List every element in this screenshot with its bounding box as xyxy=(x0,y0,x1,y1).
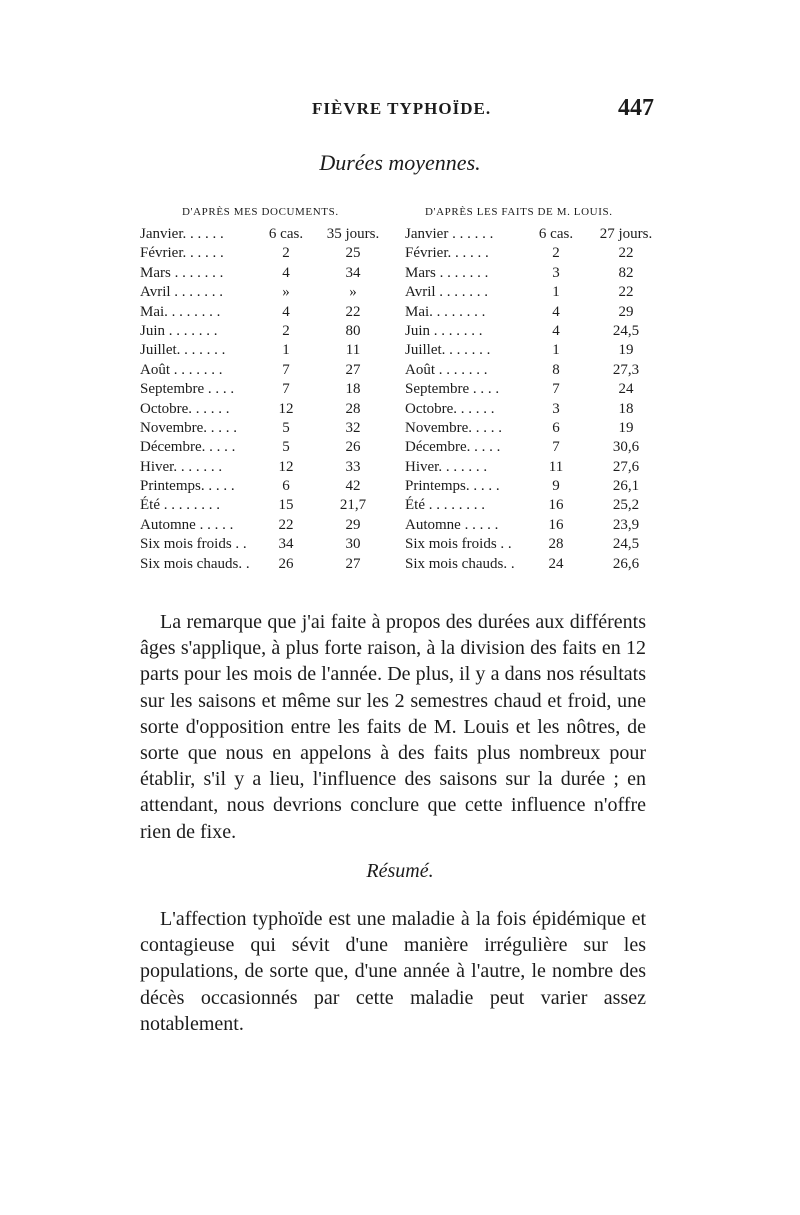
row-days: 80 xyxy=(345,322,361,339)
table-row xyxy=(405,341,645,360)
table-row xyxy=(140,555,380,574)
row-cases: 9 xyxy=(552,478,560,495)
row-cases: 16 xyxy=(548,516,564,533)
row-cases: 1 xyxy=(552,284,560,301)
row-cases: 5 xyxy=(282,439,290,456)
row-days: 27,3 xyxy=(612,361,640,378)
row-days: 22 xyxy=(345,303,361,320)
section-title: Durées moyennes. xyxy=(319,150,481,175)
body-paragraph: La remarque que j'ai faite à propos des durées aux différents âges s'applique, à plus forte raison, à la division des faits en 12 parts pour les mois de l'année. De plus, il y a dans nos résultats sur les saisons et même sur les 2 semestres chaud et froid, une sorte d'opposition entre les faits de M. Louis et les nôtres, de sorte que nous en appelons à des faits plus nombreux pour établir, s'il y a lieu, l'influence des saisons sur la durée ; en attendant, nous devrions conclure que cette influence n'offre rien de fixe. xyxy=(140,611,646,843)
row-label: Octobre. . . . . . xyxy=(140,400,230,417)
table-row xyxy=(140,244,380,263)
row-label: Août . . . . . . . xyxy=(405,361,488,378)
row-cases: 2 xyxy=(552,245,560,262)
row-label: Septembre . . . . xyxy=(405,381,500,398)
row-label: Printemps. . . . . xyxy=(405,478,500,495)
row-days: 33 xyxy=(345,458,361,475)
row-cases: 4 xyxy=(282,303,290,320)
row-label: Juillet. . . . . . . xyxy=(140,342,226,359)
row-days: 23,9 xyxy=(612,516,640,533)
row-cases: 16 xyxy=(548,497,564,514)
table-row xyxy=(405,303,645,322)
row-cases: 22 xyxy=(278,516,294,533)
row-days: 22 xyxy=(618,284,634,301)
row-days: 27 xyxy=(345,555,361,572)
table-row xyxy=(140,303,380,322)
resume-heading: Résumé. xyxy=(366,860,434,882)
row-cases: 11 xyxy=(548,458,564,475)
row-days: 28 xyxy=(345,400,361,417)
table-right-heading: D'APRÈS LES FAITS DE M. LOUIS. xyxy=(425,206,613,218)
row-label: Six mois froids . . xyxy=(140,536,247,553)
row-days: 27 jours. xyxy=(599,226,653,242)
row-label: Juin . . . . . . . xyxy=(405,322,483,339)
row-days: 27,6 xyxy=(612,458,640,475)
table-row xyxy=(405,458,645,477)
row-cases: 12 xyxy=(278,458,294,475)
row-label: Janvier. . . . . . xyxy=(140,226,224,242)
row-days: 22 xyxy=(618,245,634,262)
row-cases: 7 xyxy=(282,381,290,398)
row-cases: 8 xyxy=(552,361,560,378)
table-row xyxy=(140,458,380,477)
table-row xyxy=(405,516,645,535)
table-row xyxy=(405,477,645,496)
page-number: 447 xyxy=(618,95,654,121)
row-days: 18 xyxy=(345,381,361,398)
row-label: Janvier . . . . . . xyxy=(405,226,494,242)
table-row xyxy=(140,477,380,496)
row-label: Août . . . . . . . xyxy=(140,361,223,378)
table-row xyxy=(140,361,380,380)
row-label: Septembre . . . . xyxy=(140,381,235,398)
row-days: 30,6 xyxy=(612,439,640,456)
table-right xyxy=(405,225,653,574)
table-row xyxy=(405,244,645,263)
table-row xyxy=(405,380,645,399)
table-row xyxy=(405,264,645,283)
row-days: 19 xyxy=(618,342,634,359)
row-cases: 2 xyxy=(282,245,290,262)
row-days: 19 xyxy=(618,419,634,436)
row-cases: 1 xyxy=(282,342,290,359)
row-label: Automne . . . . . xyxy=(405,516,499,533)
row-label: Mars . . . . . . . xyxy=(140,264,224,281)
row-days: 34 xyxy=(345,264,361,281)
row-cases: 26 xyxy=(278,555,294,572)
row-cases: 5 xyxy=(282,419,290,436)
row-label: Hiver. . . . . . . xyxy=(405,458,488,475)
row-days: 42 xyxy=(345,478,361,495)
table-row xyxy=(405,400,645,419)
row-cases: 6 cas. xyxy=(268,226,304,242)
row-label: Octobre. . . . . . xyxy=(405,400,495,417)
table-row xyxy=(140,322,380,341)
table-row xyxy=(405,555,645,574)
row-label: Automne . . . . . xyxy=(140,516,234,533)
row-cases: 24 xyxy=(548,555,564,572)
row-label: Mars . . . . . . . xyxy=(405,264,489,281)
row-label: Avril . . . . . . . xyxy=(405,284,489,301)
table-row xyxy=(140,535,380,554)
row-days: 11 xyxy=(345,342,361,359)
row-label: Juillet. . . . . . . xyxy=(405,342,491,359)
table-row xyxy=(405,419,645,438)
table-row xyxy=(140,380,380,399)
table-row xyxy=(405,535,645,554)
table-row xyxy=(140,438,380,457)
row-cases: 6 xyxy=(552,419,560,436)
row-label: Mai. . . . . . . . xyxy=(140,303,221,320)
row-cases: 7 xyxy=(552,439,560,456)
row-cases: 4 xyxy=(282,264,290,281)
table-row xyxy=(405,283,645,302)
table-row xyxy=(140,516,380,535)
summary-paragraph: L'affection typhoïde est une maladie à la fois épidémique et contagieuse qui sévit d'une manière irrégulière sur les populations, de sorte que, d'une année à l'autre, le nombre des décès occasionnés par cette maladie peut varier assez notablement. xyxy=(140,908,646,1035)
table-row xyxy=(140,419,380,438)
row-label: Six mois chauds. . xyxy=(140,555,250,572)
running-title: FIÈVRE TYPHOÏDE. xyxy=(312,99,492,118)
row-label: Été . . . . . . . . xyxy=(140,497,220,514)
row-days: 26 xyxy=(345,439,361,456)
row-days: 24,5 xyxy=(612,536,640,553)
row-label: Décembre. . . . . xyxy=(140,439,236,456)
row-days: 25 xyxy=(345,245,361,262)
row-label: Mai. . . . . . . . xyxy=(405,303,486,320)
row-label: Avril . . . . . . . xyxy=(140,284,224,301)
row-days: 26,1 xyxy=(612,478,640,495)
table-row xyxy=(405,496,645,515)
row-days: 29 xyxy=(345,516,361,533)
row-cases: 28 xyxy=(548,536,564,553)
row-cases: 7 xyxy=(282,361,290,378)
row-days: 24 xyxy=(618,381,634,398)
table-row xyxy=(405,361,645,380)
table-row xyxy=(140,341,380,360)
row-cases: 2 xyxy=(282,322,290,339)
row-label: Six mois froids . . xyxy=(405,536,512,553)
row-label: Février. . . . . . xyxy=(405,245,489,262)
row-days: 21,7 xyxy=(339,497,367,514)
row-cases: 3 xyxy=(552,264,560,281)
row-cases: 15 xyxy=(278,497,294,514)
row-label: Décembre. . . . . xyxy=(405,439,501,456)
row-label: Printemps. . . . . xyxy=(140,478,235,495)
row-days: 18 xyxy=(618,400,634,417)
table-row xyxy=(405,322,645,341)
row-cases: 1 xyxy=(552,342,560,359)
row-cases: 4 xyxy=(552,303,560,320)
row-days: 26,6 xyxy=(612,555,640,572)
row-days: 24,5 xyxy=(612,322,640,339)
row-cases: 6 cas. xyxy=(538,226,574,242)
row-label: Juin . . . . . . . xyxy=(140,322,218,339)
row-cases: 6 xyxy=(282,478,290,495)
row-cases: 3 xyxy=(552,400,560,417)
row-days: » xyxy=(349,284,357,301)
row-days: 30 xyxy=(345,536,361,553)
page-header xyxy=(0,95,800,125)
table-row xyxy=(140,264,380,283)
row-cases: 4 xyxy=(552,322,560,339)
row-label: Novembre. . . . . xyxy=(405,419,503,436)
row-label: Hiver. . . . . . . xyxy=(140,458,223,475)
table-row xyxy=(140,496,380,515)
row-cases: » xyxy=(282,284,290,301)
table-row xyxy=(140,283,380,302)
row-cases: 12 xyxy=(278,400,294,417)
table-left-heading: D'APRÈS MES DOCUMENTS. xyxy=(182,206,339,218)
row-cases: 7 xyxy=(552,381,560,398)
row-days: 25,2 xyxy=(612,497,640,514)
table-row xyxy=(405,225,653,244)
table-left xyxy=(140,225,380,574)
row-days: 32 xyxy=(345,419,361,436)
table-row xyxy=(405,438,645,457)
row-days: 82 xyxy=(618,264,634,281)
row-label: Été . . . . . . . . xyxy=(405,497,485,514)
row-cases: 34 xyxy=(278,536,294,553)
table-row xyxy=(140,400,380,419)
row-days: 35 jours. xyxy=(326,226,380,242)
table-row xyxy=(140,225,380,244)
row-label: Février. . . . . . xyxy=(140,245,224,262)
row-days: 29 xyxy=(618,303,634,320)
row-label: Novembre. . . . . xyxy=(140,419,238,436)
row-label: Six mois chauds. . xyxy=(405,555,515,572)
row-days: 27 xyxy=(345,361,361,378)
